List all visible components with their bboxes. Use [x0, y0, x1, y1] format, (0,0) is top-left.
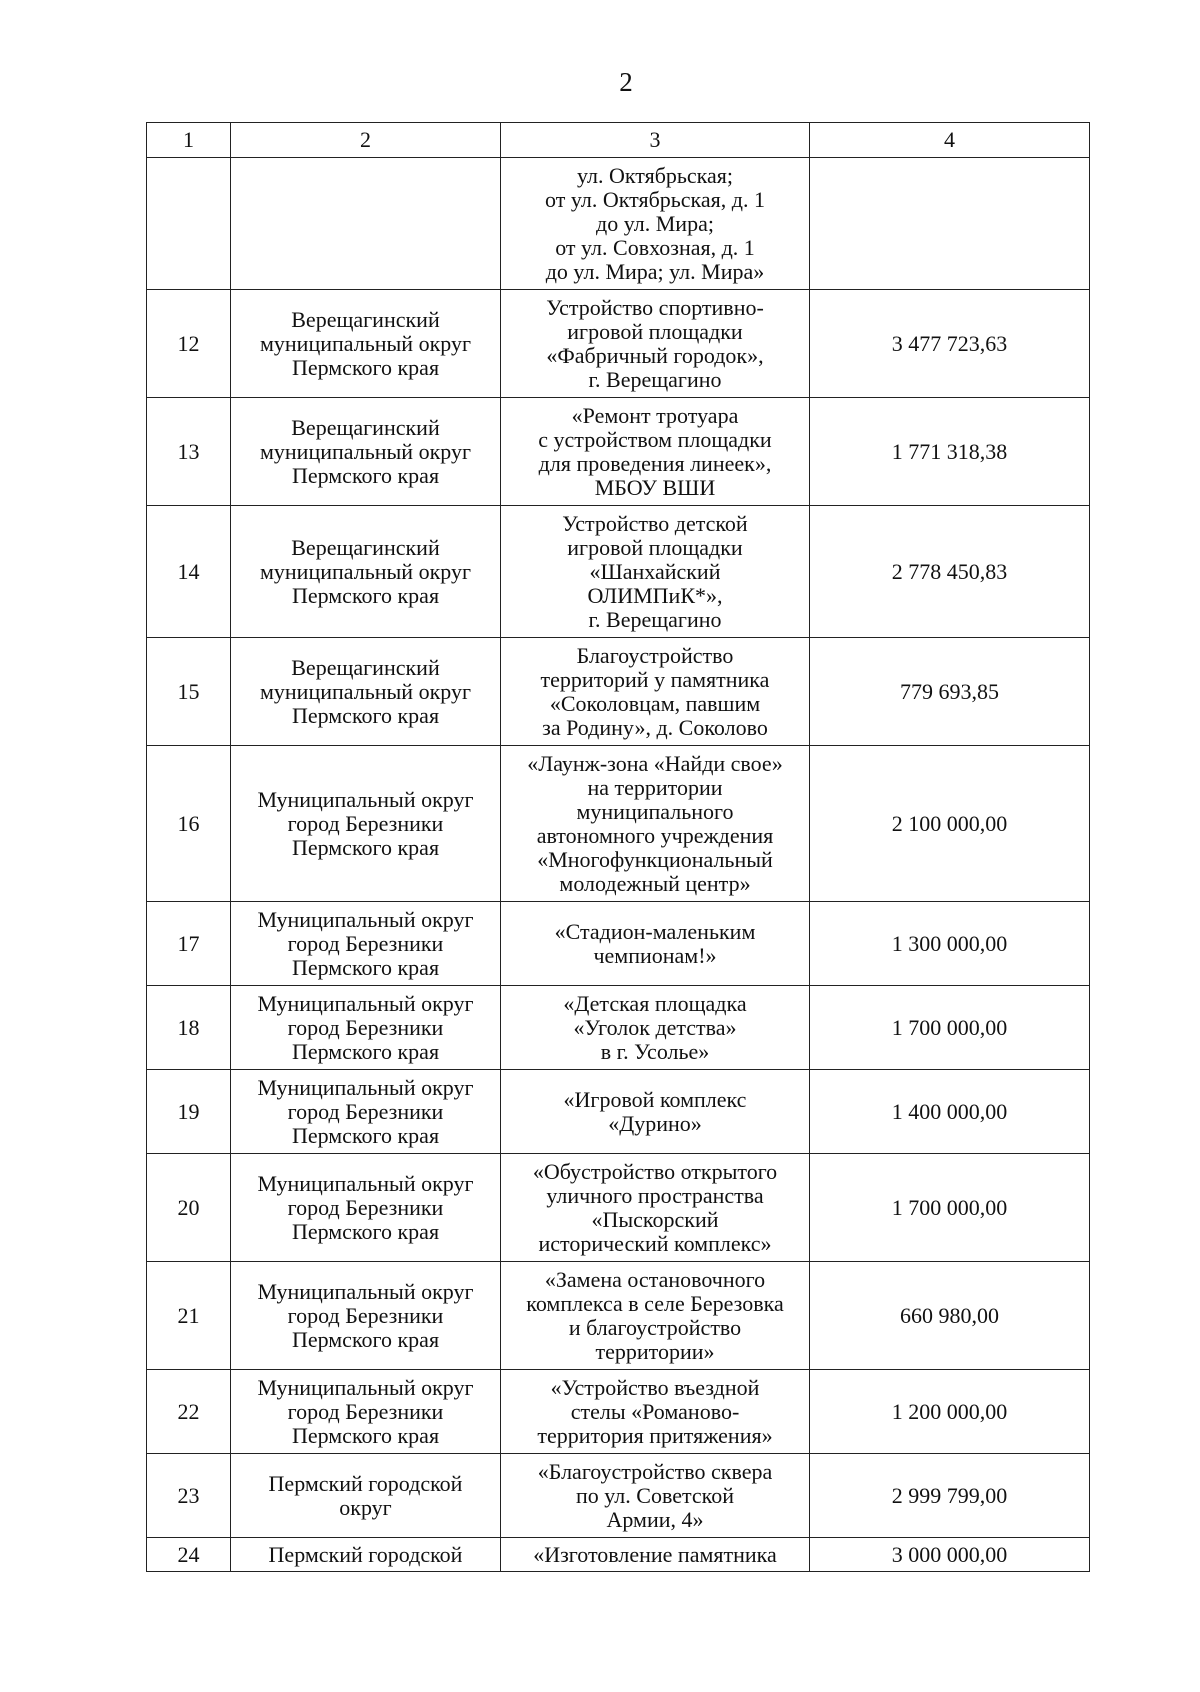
project-cell: «Благоустройство сквера по ул. Советской Армии, 4» — [501, 1454, 810, 1538]
table-row — [147, 638, 1090, 746]
project-cell: Благоустройство территорий у памятника «Соколовцам, павшим за Родину», д. Соколово — [501, 638, 810, 746]
row-number: 16 — [147, 746, 231, 902]
project-cell: «Игровой комплекс «Дурино» — [501, 1070, 810, 1154]
amount-cell: 1 700 000,00 — [810, 1154, 1090, 1262]
amount-cell: 2 778 450,83 — [810, 506, 1090, 638]
municipality-cell: Пермский городской округ — [231, 1454, 501, 1538]
row-number: 22 — [147, 1370, 231, 1454]
row-number: 23 — [147, 1454, 231, 1538]
amount-cell: 1 771 318,38 — [810, 398, 1090, 506]
table-row — [147, 1454, 1090, 1538]
municipality-cell: Муниципальный округ город Березники Пермского края — [231, 1154, 501, 1262]
project-cell: «Лаунж-зона «Найди свое» на территории муниципального автономного учреждения «Многофункциональный молодежный центр» — [501, 746, 810, 902]
column-header-2: 2 — [231, 123, 501, 158]
municipality-cell: Муниципальный округ город Березники Пермского края — [231, 1262, 501, 1370]
row-number: 20 — [147, 1154, 231, 1262]
municipality-cell: Муниципальный округ город Березники Пермского края — [231, 1070, 501, 1154]
funding-table — [146, 122, 1090, 1572]
project-cell: «Изготовление памятника — [501, 1538, 810, 1572]
municipality-cell: Верещагинский муниципальный округ Пермского края — [231, 506, 501, 638]
project-cell: «Детская площадка «Уголок детства» в г. Усолье» — [501, 986, 810, 1070]
project-cell: «Замена остановочного комплекса в селе Березовка и благоустройство территории» — [501, 1262, 810, 1370]
row-number — [147, 158, 231, 290]
amount-cell: 3 000 000,00 — [810, 1538, 1090, 1572]
amount-cell: 3 477 723,63 — [810, 290, 1090, 398]
row-number: 18 — [147, 986, 231, 1070]
amount-cell: 1 200 000,00 — [810, 1370, 1090, 1454]
project-cell: Устройство спортивно- игровой площадки «Фабричный городок», г. Верещагино — [501, 290, 810, 398]
amount-cell: 1 700 000,00 — [810, 986, 1090, 1070]
table-row — [147, 1262, 1090, 1370]
table-row — [147, 398, 1090, 506]
table-row — [147, 986, 1090, 1070]
municipality-cell: Верещагинский муниципальный округ Пермского края — [231, 290, 501, 398]
municipality-cell: Верещагинский муниципальный округ Пермского края — [231, 638, 501, 746]
amount-cell: 2 100 000,00 — [810, 746, 1090, 902]
row-number: 13 — [147, 398, 231, 506]
row-number: 15 — [147, 638, 231, 746]
municipality-cell: Муниципальный округ город Березники Пермского края — [231, 902, 501, 986]
project-cell: ул. Октябрьская; от ул. Октябрьская, д. 1 до ул. Мира; от ул. Совхозная, д. 1 до ул. Мира; ул. Мира» — [501, 158, 810, 290]
amount-cell: 1 400 000,00 — [810, 1070, 1090, 1154]
amount-cell — [810, 158, 1090, 290]
municipality-cell — [231, 158, 501, 290]
project-cell: «Обустройство открытого уличного пространства «Пыскорский исторический комплекс» — [501, 1154, 810, 1262]
row-number: 14 — [147, 506, 231, 638]
amount-cell: 1 300 000,00 — [810, 902, 1090, 986]
table-row — [147, 1070, 1090, 1154]
table-row — [147, 506, 1090, 638]
municipality-cell: Муниципальный округ город Березники Пермского края — [231, 1370, 501, 1454]
table-row — [147, 290, 1090, 398]
row-number: 21 — [147, 1262, 231, 1370]
row-number: 19 — [147, 1070, 231, 1154]
municipality-cell: Муниципальный округ город Березники Пермского края — [231, 746, 501, 902]
project-cell: «Стадион-маленьким чемпионам!» — [501, 902, 810, 986]
page-number: 2 — [619, 67, 633, 97]
column-header-1: 1 — [147, 123, 231, 158]
amount-cell: 779 693,85 — [810, 638, 1090, 746]
table-row — [147, 1538, 1090, 1572]
row-number: 24 — [147, 1538, 231, 1572]
project-cell: «Устройство въездной стелы «Романово- территория притяжения» — [501, 1370, 810, 1454]
header-row — [147, 123, 1090, 158]
row-number: 17 — [147, 902, 231, 986]
column-header-4: 4 — [810, 123, 1090, 158]
project-cell: «Ремонт тротуара с устройством площадки для проведения линеек», МБОУ ВШИ — [501, 398, 810, 506]
row-number: 12 — [147, 290, 231, 398]
municipality-cell: Верещагинский муниципальный округ Пермского края — [231, 398, 501, 506]
table-row — [147, 158, 1090, 290]
column-header-3: 3 — [501, 123, 810, 158]
amount-cell: 660 980,00 — [810, 1262, 1090, 1370]
table-row — [147, 746, 1090, 902]
table-row — [147, 1370, 1090, 1454]
municipality-cell: Пермский городской — [231, 1538, 501, 1572]
municipality-cell: Муниципальный округ город Березники Пермского края — [231, 986, 501, 1070]
table-row — [147, 902, 1090, 986]
table-row — [147, 1154, 1090, 1262]
project-cell: Устройство детской игровой площадки «Шанхайский ОЛИМПиК*», г. Верещагино — [501, 506, 810, 638]
amount-cell: 2 999 799,00 — [810, 1454, 1090, 1538]
